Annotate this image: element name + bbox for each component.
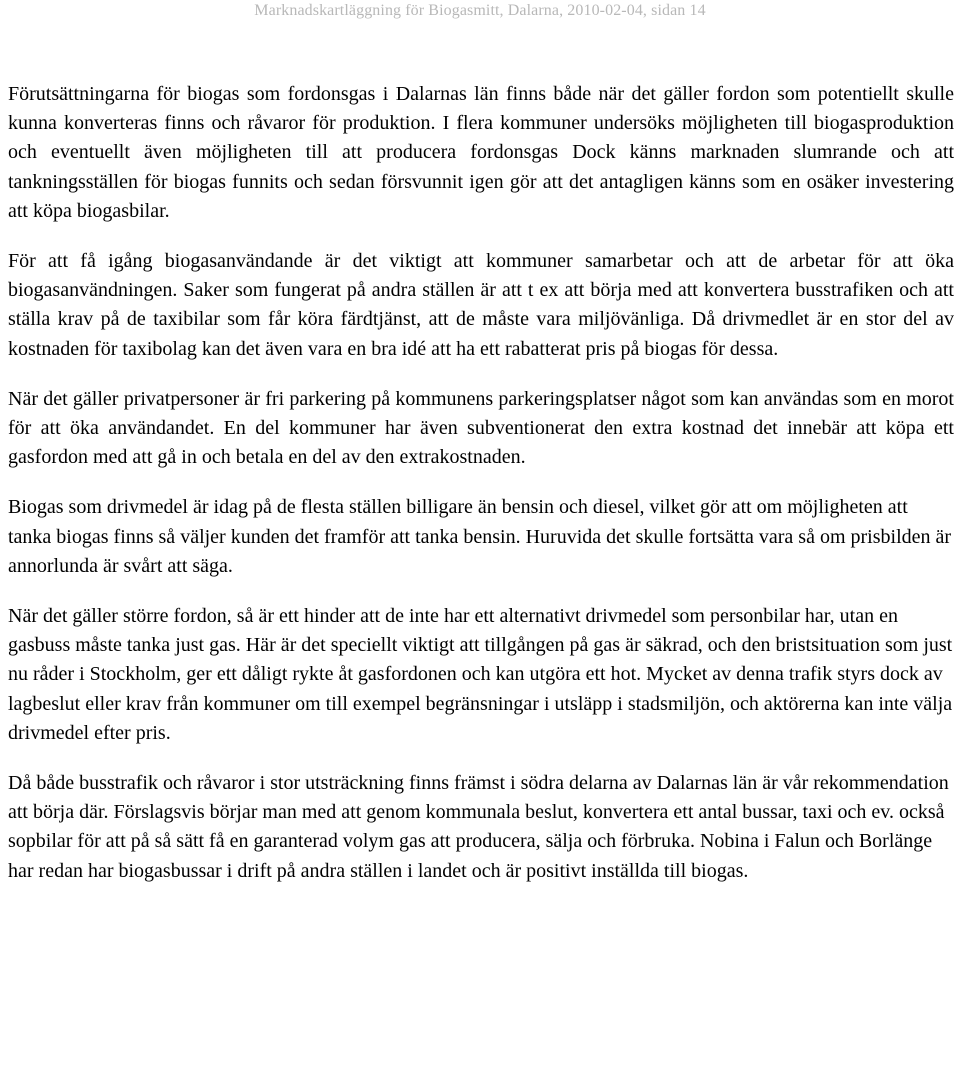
- paragraph-municipal-cooperation: För att få igång biogasanvändande är det viktigt att kommuner samarbetar och att de arbetar för att öka biogasanvändningen. Saker som fungerat på andra ställen är att t ex att börja med att konvertera busstrafiken och att ställa krav på de taxibilar som får köra färdtjänst, att de måste vara miljövänliga. Då drivmedlet är en stor del av kostnaden för taxibolag kan det även vara en bra idé att ha ett rabatterat pris på biogas för dessa.: [8, 250, 954, 360]
- paragraph-larger-vehicles: När det gäller större fordon, så är ett hinder att de inte har ett alternativt drivmedel som personbilar har, utan en gasbuss måste tanka just gas. Här är det speciellt viktigt att tillgången på gas är säkrad, och den bristsituation som just nu råder i Stockholm, ger ett dåligt rykte åt gasfordonen och kan utgöra ett hot. Mycket av denna trafik styrs dock av lagbeslut eller krav från kommuner om till exempel begränsningar i utsläpp i stadsmiljön, och aktörerna kan inte välja drivmedel efter pris.: [8, 605, 953, 744]
- paragraph-recommendation: Då både busstrafik och råvaror i stor utsträckning finns främst i södra delarna av Dalarnas län är vår rekommendation att börja där. Förslagsvis börjar man med att genom kommunala beslut, konvertera ett antal bussar, taxi och ev. också sopbilar för att på så sätt få en garanterad volym gas att producera, sälja och förbruka. Nobina i Falun och Borlänge har redan har biogasbussar i drift på andra ställen i landet och är positivt inställda till biogas.: [8, 772, 949, 882]
- running-header: Marknadskartläggning för Biogasmitt, Dalarna, 2010-02-04, sidan 14: [254, 2, 706, 19]
- paragraph-fuel-price: Biogas som drivmedel är idag på de flesta ställen billigare än bensin och diesel, vilket gör att om möjligheten att tanka biogas finns så väljer kunden det framför att tanka bensin. Huruvida det skulle fortsätta vara så om prisbilden är annorlunda är svårt att säga.: [8, 496, 952, 577]
- paragraph-private-persons: När det gäller privatpersoner är fri parkering på kommunens parkeringsplatser något som kan användas som en morot för att öka användandet. En del kommuner har även subventionerat den extra kostnad det innebär att köpa ett gasfordon med att gå in och betala en del av den extrakostnaden.: [8, 387, 954, 469]
- document-body: [8, 80, 954, 907]
- paragraph-prerequisites: Förutsättningarna för biogas som fordonsgas i Dalarnas län finns både när det gäller fordon som potentiellt skulle kunna konverteras finns och råvaror för produktion. I flera kommuner undersöks möjligheten till biogasproduktion och eventuellt även möjligheten till att producera fordonsgas Dock känns marknaden slumrande och att tankningsställen för biogas funnits och sedan försvunnit igen gör att det antagligen känns som en osäker investering att köpa biogasbilar.: [8, 83, 954, 222]
